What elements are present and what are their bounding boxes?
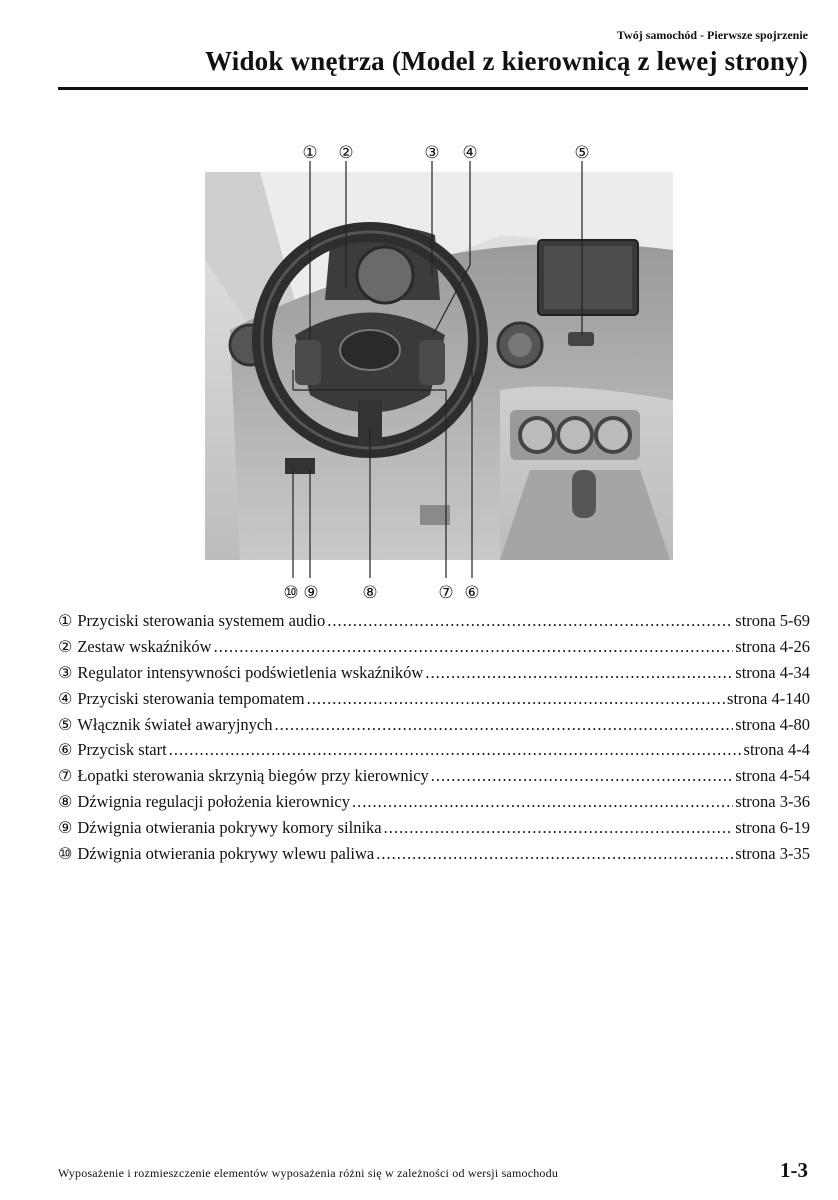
gear-lever (572, 470, 596, 518)
dot-leader (384, 818, 734, 838)
callout-8: ⑧ (362, 583, 378, 603)
callout-2: ② (338, 143, 354, 163)
section-header: Twój samochód - Pierwsze spojrzenie (616, 28, 808, 42)
right-switch-panel (419, 340, 445, 385)
item-label: Włącznik świateł awaryjnych (77, 714, 273, 734)
instrument-cluster (357, 247, 413, 303)
dot-leader (327, 611, 733, 631)
hazard-switch (568, 332, 594, 346)
item-number: ④ (58, 688, 73, 708)
dot-leader (425, 663, 733, 683)
list-item (58, 792, 810, 818)
item-label: Dźwignia regulacji położenia kierownicy (77, 792, 350, 812)
item-number: ⑩ (58, 844, 73, 864)
callout-10: ⑩ (283, 583, 299, 603)
page-reference: strona 4-80 (735, 714, 810, 734)
list-item (58, 740, 810, 766)
list-item (58, 715, 810, 741)
dot-leader (169, 740, 742, 760)
callout-6: ⑥ (464, 583, 480, 603)
item-number: ⑧ (58, 792, 73, 812)
list-item (58, 818, 810, 844)
page-reference: strona 4-4 (743, 740, 810, 760)
interior-illustration (200, 140, 680, 610)
page-title: Widok wnętrza (Model z kierownicą z lewej strony) (205, 46, 808, 76)
dot-leader (352, 792, 733, 812)
item-label: Przycisk start (77, 740, 167, 760)
page-reference: strona 4-26 (735, 636, 810, 656)
list-item (58, 689, 810, 715)
dot-leader (214, 637, 734, 657)
page-reference: strona 4-140 (727, 688, 810, 708)
list-item (58, 844, 810, 870)
callout-7: ⑦ (438, 583, 454, 603)
item-number: ⑤ (58, 714, 73, 734)
item-label: Przyciski sterowania tempomatem (77, 688, 305, 708)
item-label: Regulator intensywności podświetlenia wskaźników (77, 662, 424, 682)
callout-3: ③ (424, 143, 440, 163)
climate-knob-center (558, 418, 592, 452)
page-number: 1-3 (780, 1158, 808, 1182)
list-item (58, 611, 810, 637)
dot-leader (431, 766, 734, 786)
item-number: ⑦ (58, 766, 73, 786)
item-label: Dźwignia otwierania pokrywy wlewu paliwa (77, 844, 375, 864)
item-label: Zestaw wskaźników (77, 636, 212, 656)
callout-9: ⑨ (303, 583, 319, 603)
left-switch-panel (295, 340, 321, 385)
item-number: ① (58, 611, 73, 630)
item-number: ② (58, 636, 73, 656)
title-divider (58, 87, 808, 90)
footer-note: Wyposażenie i rozmieszczenie elementów wyposażenia różni się w zależności od wersji samochodu (58, 1166, 559, 1180)
component-list (58, 611, 810, 870)
dot-leader (307, 689, 725, 709)
list-item (58, 663, 810, 689)
page-reference: strona 3-36 (735, 792, 810, 812)
item-number: ③ (58, 662, 73, 682)
item-label: Dźwignia otwierania pokrywy komory silnika (77, 818, 382, 838)
item-label: Łopatki sterowania skrzynią biegów przy kierownicy (77, 766, 429, 786)
item-number: ⑨ (58, 818, 73, 838)
page-reference: strona 3-35 (735, 844, 810, 864)
page-reference: strona 4-54 (735, 766, 810, 786)
list-item (58, 637, 810, 663)
item-label: Przyciski sterowania systemem audio (77, 611, 326, 630)
list-item (58, 766, 810, 792)
item-number: ⑥ (58, 740, 73, 760)
callout-1: ① (302, 143, 318, 163)
dot-leader (376, 844, 733, 864)
climate-knob-right (596, 418, 630, 452)
page-reference: strona 6-19 (735, 818, 810, 838)
callout-4: ④ (462, 143, 478, 163)
page-reference: strona 4-34 (735, 662, 810, 682)
page-reference: strona 5-69 (735, 611, 810, 630)
climate-knob-left (520, 418, 554, 452)
callout-5: ⑤ (574, 143, 590, 163)
dot-leader (275, 715, 734, 735)
